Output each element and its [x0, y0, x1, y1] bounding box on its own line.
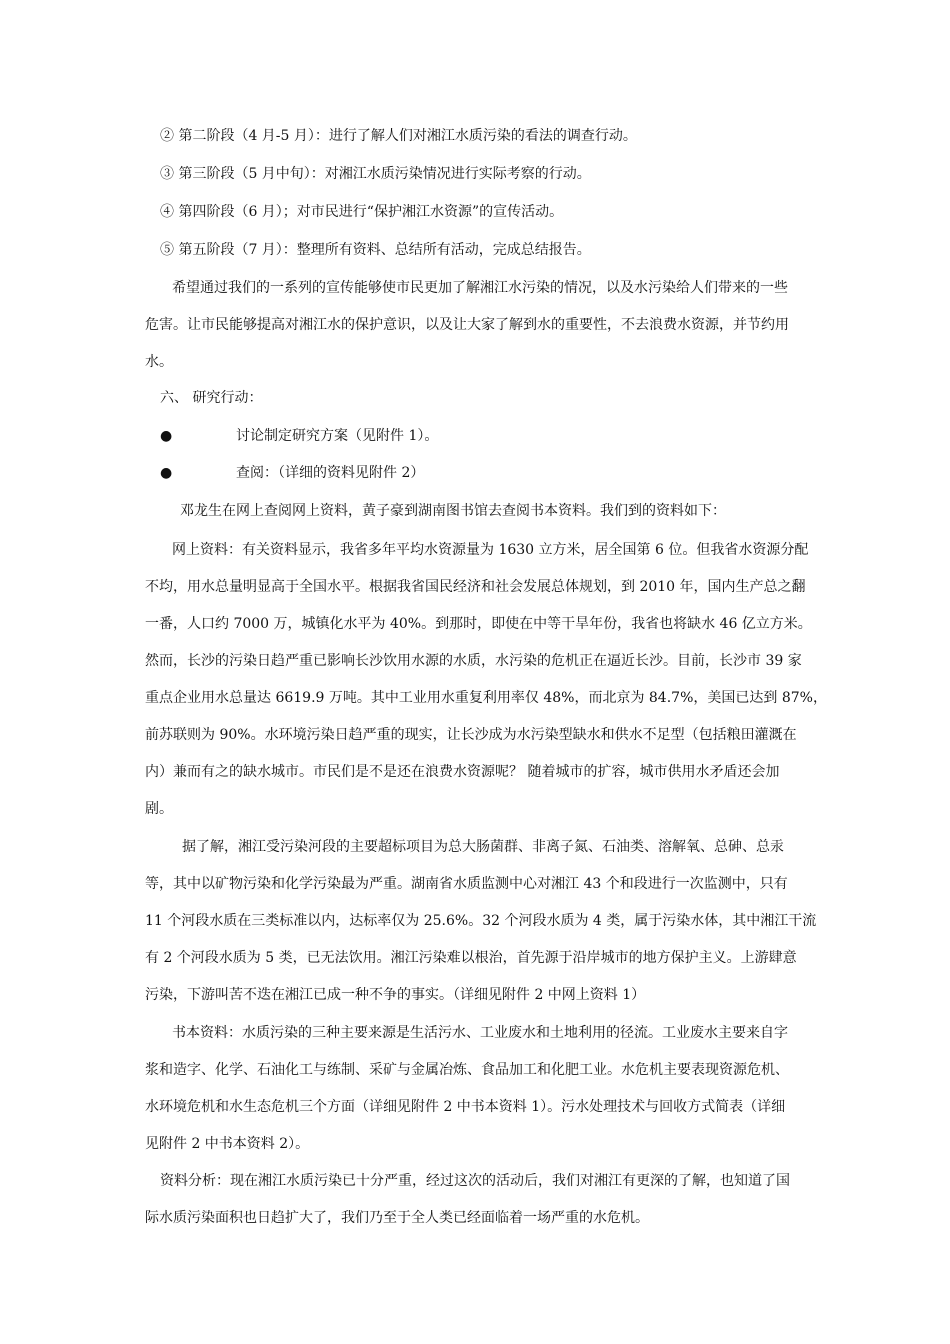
bullet-text: 讨论制定研究方案（见附件 1）。: [236, 428, 439, 444]
online-paragraph-line: 一番，人口约 7000 万，城镇化水平为 40%。到那时，即使在中等干旱年份，我省也将缺水 46 亿立方米。: [145, 616, 812, 632]
online-paragraph-line: 网上资料：有关资料显示，我省多年平均水资源量为 1630 立方米，居全国第 6 位。但我省水资源分配: [172, 542, 809, 558]
research-intro: 邓龙生在网上查阅网上资料，黄子豪到湖南图书馆去查阅书本资料。我们到的资料如下：: [180, 503, 726, 519]
stage-5-line: ⑤ 第五阶段（7 月）：整理所有资料、总结所有活动，完成总结报告。: [160, 242, 591, 258]
hope-paragraph-line: 希望通过我们的一系列的宣传能够使市民更加了解湘江水污染的情况，以及水污染给人们带来的一些: [172, 280, 788, 296]
book-paragraph-line: 水环境危机和水生态危机三个方面（详细见附件 2 中书本资料 1）。污水处理技术与回收方式简表（详细: [145, 1099, 786, 1115]
bullet-dot: ●: [160, 428, 173, 444]
online-paragraph-line: 然而，长沙的污染日趋严重已影响长沙饮用水源的水质，水污染的危机正在逼近长沙。目前，长沙市 39 家: [145, 653, 802, 669]
hope-paragraph-line: 水。: [145, 354, 173, 370]
bullet-text: 查阅：（详细的资料见附件 2）: [236, 465, 425, 481]
online-paragraph-line: 剧。: [145, 801, 173, 817]
analysis-paragraph-line: 际水质污染面积也日趋扩大了，我们乃至于全人类已经面临着一场严重的水危机。: [145, 1210, 649, 1226]
hope-paragraph-line: 危害。让市民能够提高对湘江水的保护意识，以及让大家了解到水的重要性，不去浪费水资源，并节约用: [145, 317, 789, 333]
analysis-paragraph-line: 资料分析：现在湘江水质污染已十分严重，经过这次的活动后，我们对湘江有更深的了解，也知道了国: [160, 1173, 790, 1189]
xiangjiang-paragraph-line: 据了解，湘江受污染河段的主要超标项目为总大肠菌群、非离子氮、石油类、溶解氧、总砷、总汞: [182, 839, 784, 855]
online-paragraph-line: 前苏联则为 90%。水环境污染日趋严重的现实，让长沙成为水污染型缺水和供水不足型（包括粮田灌溉在: [145, 727, 797, 743]
book-paragraph-line: 书本资料：水质污染的三种主要来源是生活污水、工业废水和土地利用的径流。工业废水主要来自字: [172, 1025, 788, 1041]
stage-4-line: ④ 第四阶段（6 月）；对市民进行“保护湘江水资源”的宣传活动。: [160, 204, 564, 220]
book-paragraph-line: 浆和造字、化学、石油化工与练制、采矿与金属冶炼、食品加工和化肥工业。水危机主要表现资源危机、: [145, 1062, 789, 1078]
xiangjiang-paragraph-line: 等，其中以矿物污染和化学污染最为严重。湖南省水质监测中心对湘江 43 个和段进行一次监测中，只有: [145, 876, 788, 892]
xiangjiang-paragraph-line: 11 个河段水质在三类标准以内，达标率仅为 25.6%。32 个河段水质为 4 类，属于污染水体，其中湘江干流: [145, 913, 817, 929]
online-paragraph-line: 重点企业用水总量达 6619.9 万吨。其中工业用水重复利用率仅 48%，而北京为 84.7%，美国已达到 87%，: [145, 690, 827, 706]
online-paragraph-line: 内）兼而有之的缺水城市。市民们是不是还在浪费水资源呢？ 随着城市的扩容，城市供用水矛盾还会加: [145, 764, 780, 780]
stage-2-line: ② 第二阶段（4 月-5 月）：进行了解人们对湘江水质污染的看法的调查行动。: [160, 128, 637, 144]
book-paragraph-line: 见附件 2 中书本资料 2）。: [145, 1136, 310, 1152]
online-paragraph-line: 不均，用水总量明显高于全国水平。根据我省国民经济和社会发展总体规划，到 2010 年，国内生产总之翻: [145, 579, 806, 595]
xiangjiang-paragraph-line: 有 2 个河段水质为 5 类，已无法饮用。湘江污染难以根治，首先源于沿岸城市的地方保护主义。上游肆意: [145, 950, 797, 966]
section-heading: 六、 研究行动：: [160, 390, 263, 406]
stage-3-line: ③ 第三阶段（5 月中旬）：对湘江水质污染情况进行实际考察的行动。: [160, 166, 591, 182]
xiangjiang-paragraph-line: 污染，下游叫苦不迭在湘江已成一种不争的事实。（详细见附件 2 中网上资料 1）: [145, 987, 646, 1003]
bullet-dot: ●: [160, 465, 173, 481]
